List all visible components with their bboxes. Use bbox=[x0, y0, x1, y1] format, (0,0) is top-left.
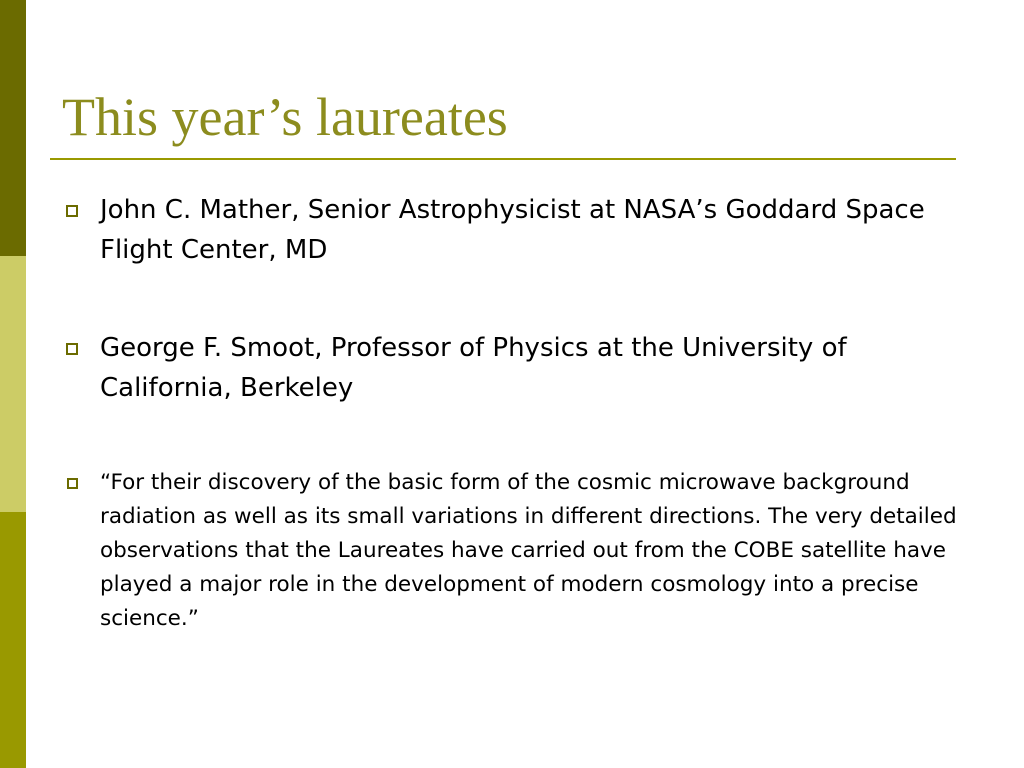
sidebar-stripe-middle bbox=[0, 256, 26, 512]
hollow-square-bullet-icon bbox=[66, 343, 78, 355]
sidebar-stripe-bottom bbox=[0, 512, 26, 768]
sidebar-stripe-top bbox=[0, 0, 26, 256]
title-underline bbox=[50, 158, 956, 160]
bullet-text: George F. Smoot, Professor of Physics at the University of California, Berkeley bbox=[100, 333, 847, 403]
bullet-item-citation bbox=[60, 466, 970, 636]
bullet-item-smoot bbox=[60, 328, 970, 408]
slide-title: This year’s laureates bbox=[62, 87, 508, 147]
bullet-text: John C. Mather, Senior Astrophysicist at NASA’s Goddard Space Flight Center, MD bbox=[100, 195, 925, 265]
bullet-text: “For their discovery of the basic form of the cosmic microwave background radiation as well as its small variations in different directions. The very detailed observations that the Laureates have carried out from the COBE satellite have played a major role in the development of modern cosmology into a precise science.” bbox=[100, 470, 957, 631]
hollow-square-bullet-icon bbox=[67, 478, 78, 489]
bullet-item-mather bbox=[60, 190, 970, 270]
hollow-square-bullet-icon bbox=[66, 205, 78, 217]
bullet-list bbox=[60, 190, 970, 636]
